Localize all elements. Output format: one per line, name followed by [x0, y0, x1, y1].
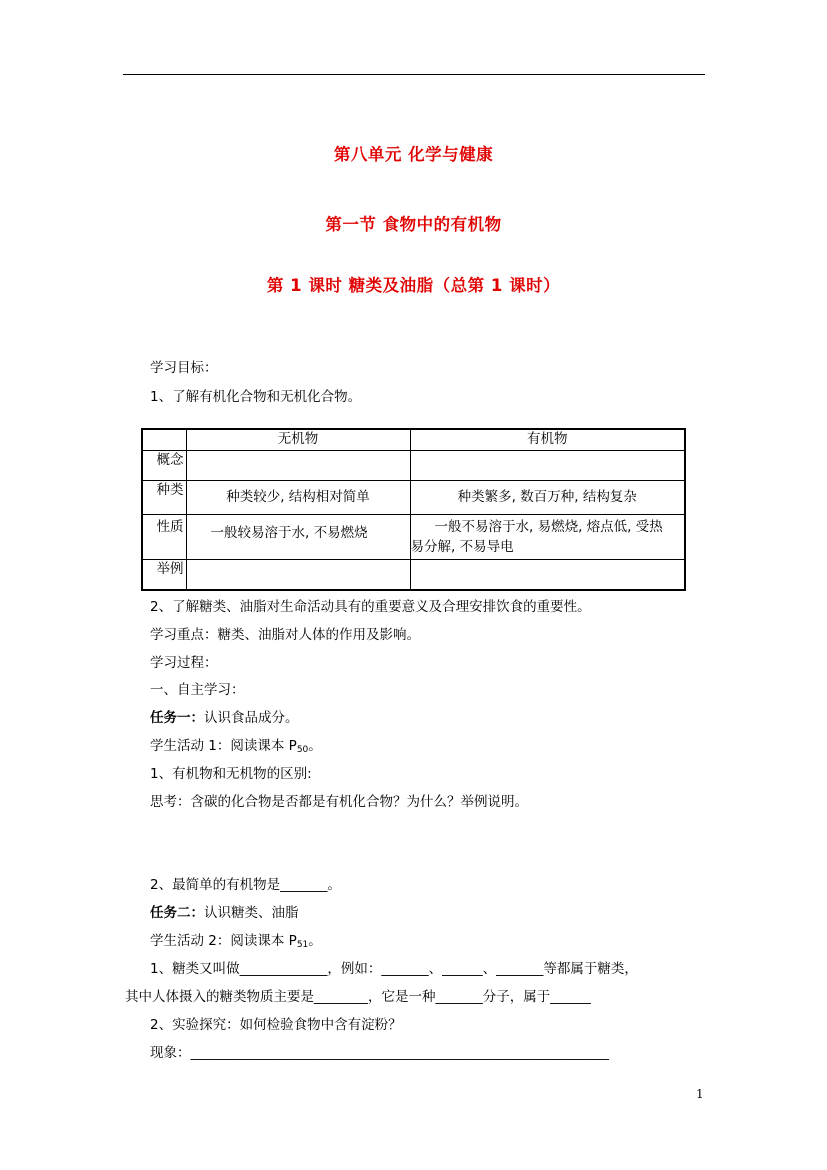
table-row — [142, 451, 685, 481]
table-cell: 种类较少, 结构相对简单 — [186, 481, 410, 515]
comparison-table — [141, 428, 686, 591]
table-row — [142, 560, 685, 591]
row-label: 性质 — [142, 515, 186, 560]
table-header-cell: 有机物 — [410, 429, 685, 451]
table-cell — [410, 451, 685, 481]
think-prompt: 思考：含碳的化合物是否都是有机化合物？为什么？举例说明。 — [150, 794, 528, 810]
table-cell: 种类繁多, 数百万种, 结构复杂 — [410, 481, 685, 515]
task-1-label: 任务一： — [150, 710, 204, 726]
experiment-question: 2、实验探究：如何检验食物中含有淀粉？ — [150, 1017, 402, 1033]
activity-2-suffix: 。 — [308, 933, 322, 949]
table-cell — [410, 560, 685, 591]
question-2: 2、最简单的有机物是_______。 — [150, 877, 341, 893]
header-rule — [123, 74, 705, 75]
table-cell — [410, 515, 685, 560]
question-1: 1、有机物和无机物的区别: — [150, 766, 312, 782]
activity-2 — [150, 929, 322, 950]
table-row — [142, 481, 685, 515]
table-header-cell: 无机物 — [186, 429, 410, 451]
table-cell — [186, 560, 410, 591]
activity-1 — [150, 734, 322, 755]
goal-2: 2、了解糖类、油脂对生命活动具有的重要意义及合理安排饮食的重要性。 — [150, 599, 591, 615]
phenomenon-line: 现象：______________________________________________________________ — [150, 1045, 609, 1061]
row-label: 种类 — [142, 481, 186, 515]
table-header-row — [142, 429, 685, 451]
cell-line: 一般不易溶于水, 易燃烧, 熔点低, 受热 — [434, 519, 663, 535]
task-1 — [150, 706, 299, 726]
activity-2-prefix: 学生活动 2：阅读课本 P — [150, 933, 297, 949]
goals-label: 学习目标： — [150, 360, 218, 376]
task-2-label: 任务二： — [150, 905, 204, 921]
key-point: 学习重点：糖类、油脂对人体的作用及影响。 — [150, 627, 420, 643]
activity-1-suffix: 。 — [308, 738, 322, 754]
goal-1: 1、了解有机化合物和无机化合物。 — [150, 389, 362, 405]
lesson-title: 第 1 课时 糖类及油脂（总第 1 课时） — [266, 276, 561, 295]
table-header-cell — [142, 429, 186, 451]
activity-1-prefix: 学生活动 1：阅读课本 P — [150, 738, 297, 754]
page-ref-sub: 51 — [296, 940, 309, 950]
row-label: 举例 — [142, 560, 186, 591]
task-2 — [150, 901, 299, 921]
row-label: 概念 — [142, 451, 186, 481]
process-label: 学习过程： — [150, 655, 218, 671]
section-title: 第一节 食物中的有机物 — [325, 215, 502, 234]
part-1-heading: 一、自主学习： — [150, 682, 245, 698]
page-ref-sub: 50 — [296, 745, 309, 755]
sugar-question-line-2: 其中人体摄入的糖类物质主要是________，它是一种_______分子，属于______ — [125, 989, 591, 1005]
task-2-text: 认识糖类、油脂 — [204, 905, 299, 921]
page-number: 1 — [696, 1087, 704, 1101]
unit-title: 第八单元 化学与健康 — [333, 145, 494, 164]
table-cell: 一般较易溶于水, 不易燃烧 — [186, 515, 410, 560]
table-row — [142, 515, 685, 560]
task-1-text: 认识食品成分。 — [204, 710, 299, 726]
cell-line: 易分解, 不易导电 — [410, 539, 514, 555]
table-cell — [186, 451, 410, 481]
sugar-question-line-1: 1、糖类又叫做_____________，例如：_______、______、_______等都属于糖类， — [150, 961, 638, 977]
